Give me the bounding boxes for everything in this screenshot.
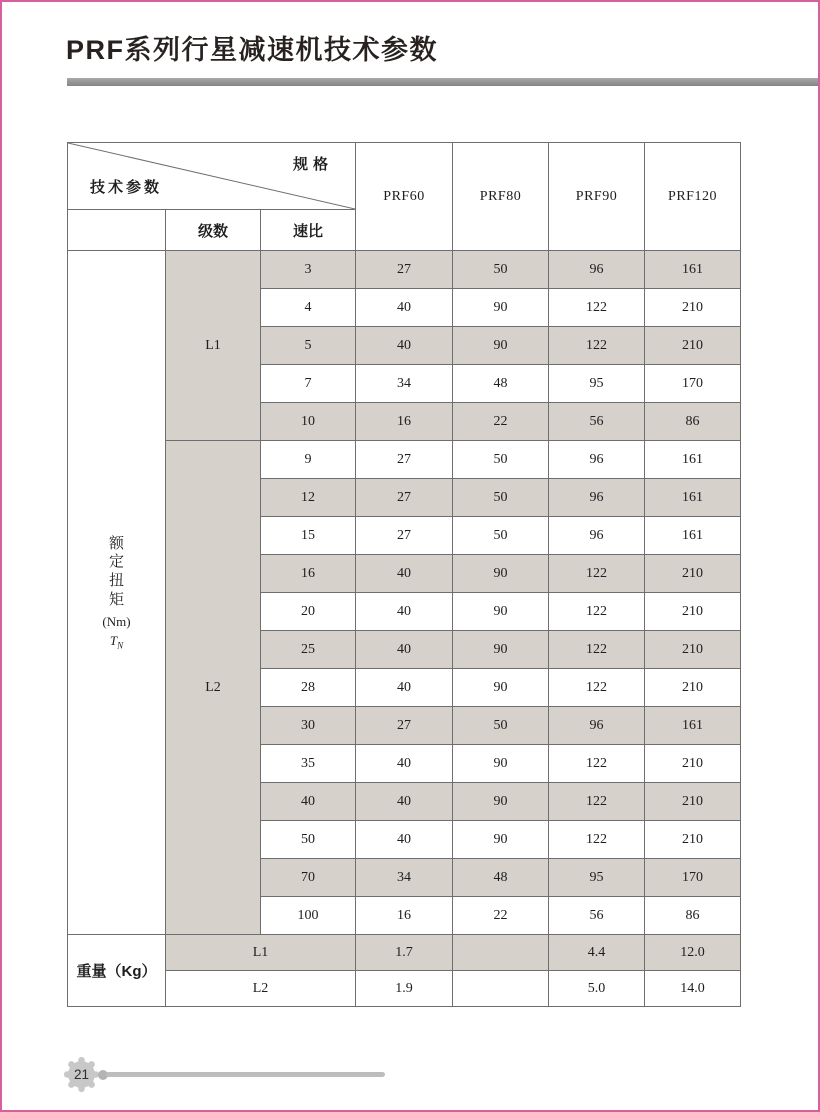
ratio-cell: 10 — [261, 403, 356, 441]
value-cell: 90 — [453, 555, 549, 593]
ratio-cell: 35 — [261, 745, 356, 783]
value-cell: 40 — [356, 327, 453, 365]
ratio-header: 速比 — [261, 210, 356, 251]
value-cell: 90 — [453, 631, 549, 669]
value-cell: 96 — [549, 707, 645, 745]
weight-value-cell: 14.0 — [645, 971, 741, 1007]
value-cell: 40 — [356, 745, 453, 783]
value-cell: 122 — [549, 631, 645, 669]
weight-stage-cell: L2 — [166, 971, 356, 1007]
value-cell: 50 — [453, 517, 549, 555]
torque-label-cell — [68, 251, 166, 935]
value-cell: 210 — [645, 593, 741, 631]
ratio-cell: 50 — [261, 821, 356, 859]
value-cell: 122 — [549, 783, 645, 821]
torque-vertical-label: 额定扭矩 — [108, 534, 124, 608]
stage-cell-l1: L1 — [166, 251, 261, 441]
ratio-cell: 25 — [261, 631, 356, 669]
weight-value-cell: 1.9 — [356, 971, 453, 1007]
ratio-cell: 40 — [261, 783, 356, 821]
value-cell: 210 — [645, 821, 741, 859]
ratio-cell: 28 — [261, 669, 356, 707]
value-cell: 27 — [356, 251, 453, 289]
value-cell: 210 — [645, 327, 741, 365]
value-cell: 27 — [356, 707, 453, 745]
value-cell: 170 — [645, 859, 741, 897]
value-cell: 48 — [453, 859, 549, 897]
title-underline-bar — [67, 78, 818, 86]
torque-unit-label: (Nm) — [102, 613, 131, 629]
value-cell: 161 — [645, 251, 741, 289]
value-cell: 50 — [453, 707, 549, 745]
value-cell: 90 — [453, 289, 549, 327]
ratio-cell: 100 — [261, 897, 356, 935]
value-cell: 90 — [453, 593, 549, 631]
value-cell: 96 — [549, 441, 645, 479]
page-number: 21 — [73, 1067, 90, 1082]
value-cell: 16 — [356, 403, 453, 441]
value-cell: 96 — [549, 479, 645, 517]
value-cell: 86 — [645, 403, 741, 441]
empty-header-cell — [68, 210, 166, 251]
value-cell: 22 — [453, 403, 549, 441]
value-cell: 90 — [453, 745, 549, 783]
torque-symbol: $T_N$ — [109, 632, 124, 651]
value-cell: 170 — [645, 365, 741, 403]
value-cell: 40 — [356, 669, 453, 707]
value-cell: 210 — [645, 631, 741, 669]
value-cell: 86 — [645, 897, 741, 935]
value-cell: 27 — [356, 479, 453, 517]
value-cell: 210 — [645, 745, 741, 783]
value-cell: 96 — [549, 251, 645, 289]
value-cell: 90 — [453, 783, 549, 821]
value-cell: 34 — [356, 365, 453, 403]
ratio-cell: 7 — [261, 365, 356, 403]
value-cell: 48 — [453, 365, 549, 403]
page-number-gear-badge — [63, 1056, 100, 1093]
value-cell: 161 — [645, 517, 741, 555]
model-header-prf80: PRF80 — [453, 143, 549, 251]
value-cell: 50 — [453, 479, 549, 517]
value-cell: 50 — [453, 441, 549, 479]
value-cell: 56 — [549, 403, 645, 441]
value-cell: 161 — [645, 707, 741, 745]
value-cell: 56 — [549, 897, 645, 935]
weight-value-cell: 1.7 — [356, 935, 453, 971]
ratio-cell: 15 — [261, 517, 356, 555]
model-header-prf90: PRF90 — [549, 143, 645, 251]
value-cell: 22 — [453, 897, 549, 935]
weight-value-cell: 12.0 — [645, 935, 741, 971]
value-cell: 161 — [645, 479, 741, 517]
value-cell: 122 — [549, 555, 645, 593]
diagonal-header-cell — [68, 143, 356, 210]
weight-value-cell: 5.0 — [549, 971, 645, 1007]
weight-value-cell — [453, 935, 549, 971]
ratio-cell: 5 — [261, 327, 356, 365]
stage-header: 级数 — [166, 210, 261, 251]
model-header-prf120: PRF120 — [645, 143, 741, 251]
value-cell: 40 — [356, 821, 453, 859]
value-cell: 122 — [549, 327, 645, 365]
stage-cell-l2: L2 — [166, 441, 261, 935]
ratio-cell: 12 — [261, 479, 356, 517]
value-cell: 16 — [356, 897, 453, 935]
value-cell: 50 — [453, 251, 549, 289]
value-cell: 95 — [549, 365, 645, 403]
model-header-prf60: PRF60 — [356, 143, 453, 251]
value-cell: 95 — [549, 859, 645, 897]
footer-decoration-line — [106, 1072, 385, 1077]
value-cell: 40 — [356, 593, 453, 631]
spec-header-label: 规格 — [293, 156, 334, 173]
value-cell: 161 — [645, 441, 741, 479]
ratio-cell: 30 — [261, 707, 356, 745]
weight-stage-cell: L1 — [166, 935, 356, 971]
weight-label-cell: 重量（Kg） — [68, 935, 166, 1007]
value-cell: 210 — [645, 555, 741, 593]
ratio-cell: 20 — [261, 593, 356, 631]
value-cell: 122 — [549, 593, 645, 631]
value-cell: 40 — [356, 783, 453, 821]
page-title: PRF系列行星减速机技术参数 — [66, 35, 438, 65]
value-cell: 40 — [356, 555, 453, 593]
value-cell: 96 — [549, 517, 645, 555]
value-cell: 210 — [645, 783, 741, 821]
weight-value-cell — [453, 971, 549, 1007]
value-cell: 122 — [549, 289, 645, 327]
ratio-cell: 16 — [261, 555, 356, 593]
value-cell: 210 — [645, 669, 741, 707]
spec-table — [67, 142, 741, 1007]
value-cell: 34 — [356, 859, 453, 897]
value-cell: 27 — [356, 441, 453, 479]
ratio-cell: 9 — [261, 441, 356, 479]
value-cell: 90 — [453, 327, 549, 365]
value-cell: 122 — [549, 669, 645, 707]
value-cell: 90 — [453, 669, 549, 707]
weight-value-cell: 4.4 — [549, 935, 645, 971]
value-cell: 122 — [549, 745, 645, 783]
value-cell: 27 — [356, 517, 453, 555]
value-cell: 210 — [645, 289, 741, 327]
ratio-cell: 70 — [261, 859, 356, 897]
value-cell: 90 — [453, 821, 549, 859]
ratio-cell: 3 — [261, 251, 356, 289]
value-cell: 40 — [356, 631, 453, 669]
tech-params-label: 技术参数 — [90, 179, 163, 196]
value-cell: 40 — [356, 289, 453, 327]
value-cell: 122 — [549, 821, 645, 859]
ratio-cell: 4 — [261, 289, 356, 327]
